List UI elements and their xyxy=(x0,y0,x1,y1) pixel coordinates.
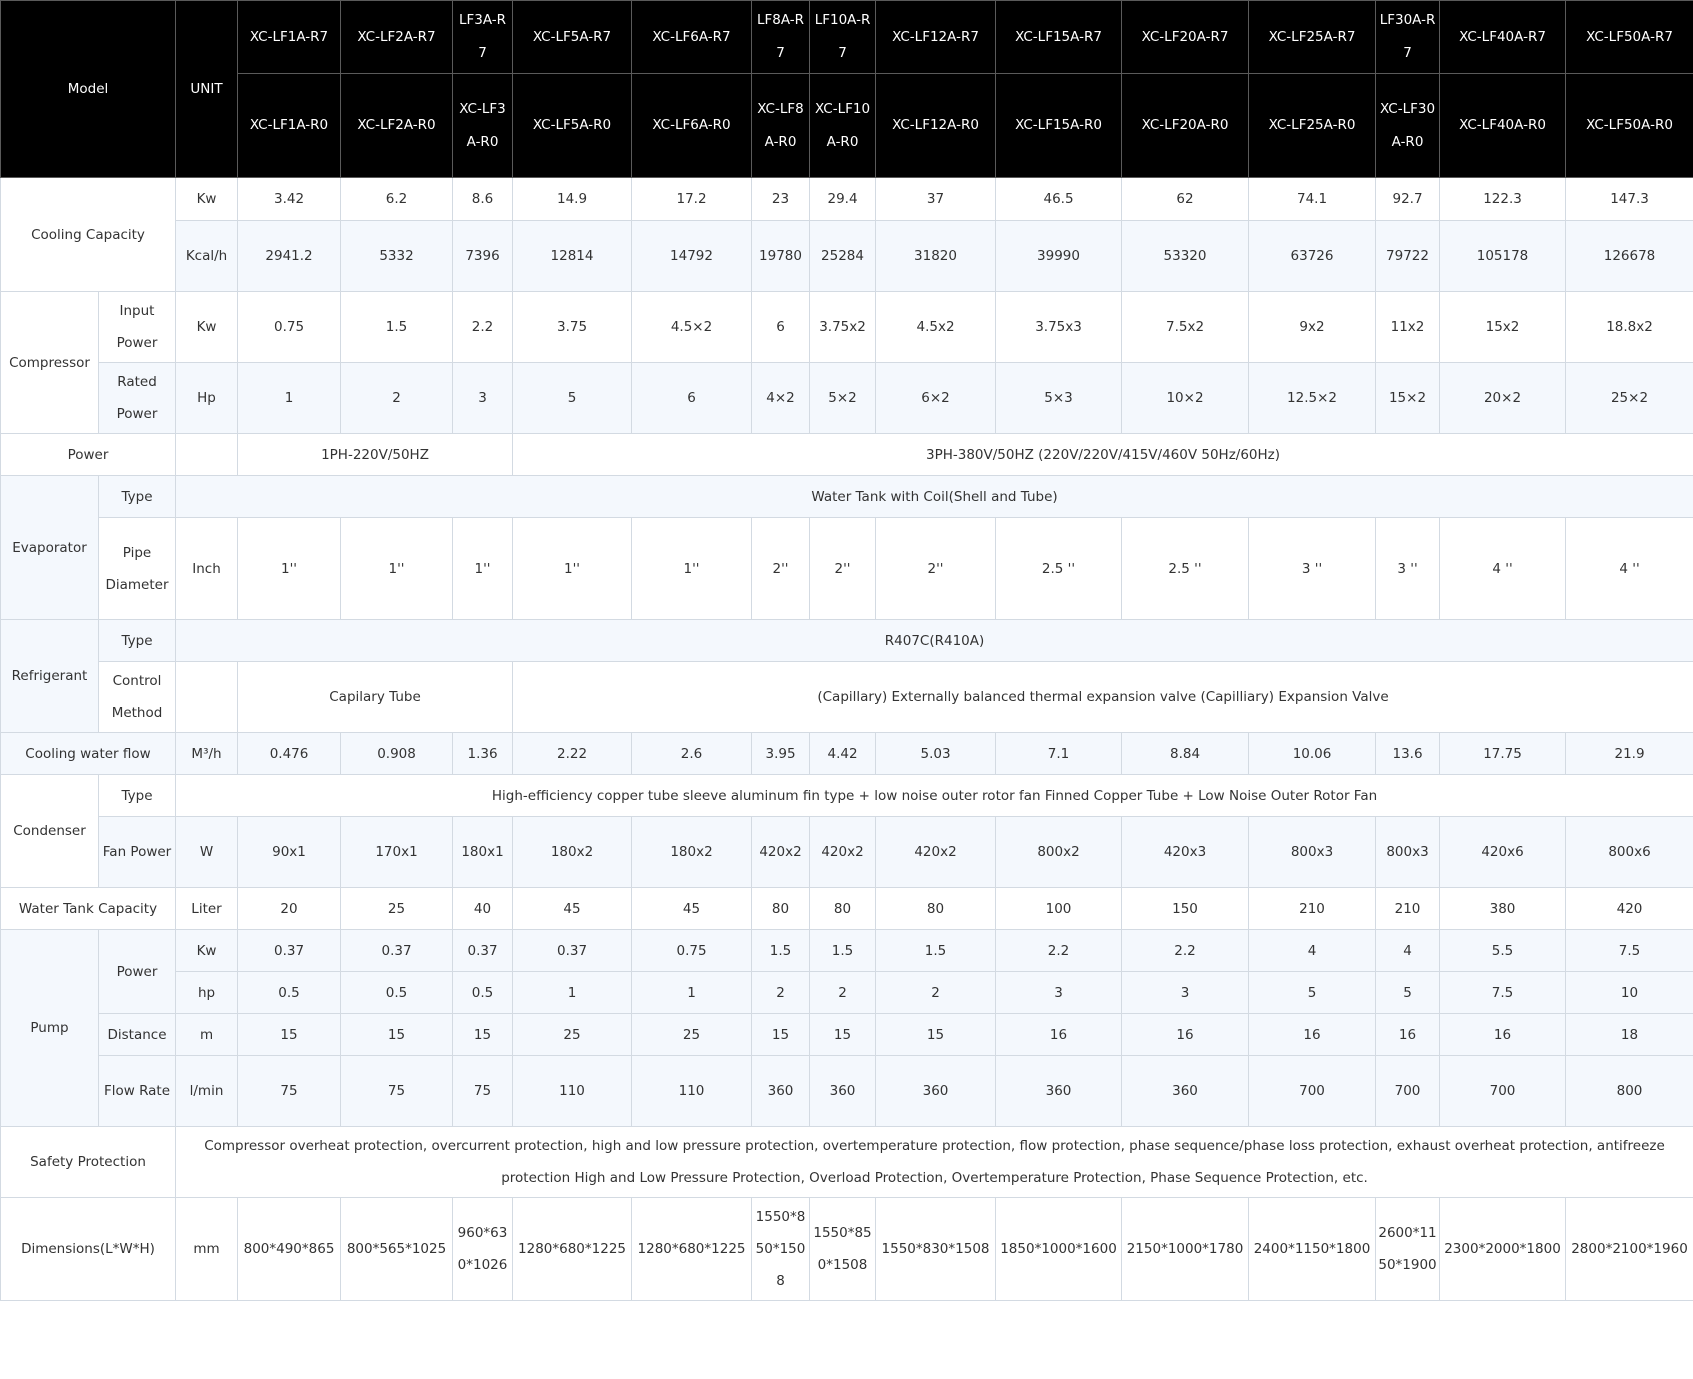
pipe-cell: 3 '' xyxy=(1249,518,1376,620)
cooling-kw-row xyxy=(1,178,1693,221)
model-r0: XC-LF30A-R0 xyxy=(1376,74,1440,178)
pump-distance-cell: 16 xyxy=(1376,1014,1440,1056)
unit-cell: Kw xyxy=(176,178,238,221)
model-r7: XC-LF50A-R7 xyxy=(1566,1,1693,74)
pump-kw-cell: 7.5 xyxy=(1566,930,1693,972)
cooling-kcal-cell: 31820 xyxy=(876,221,996,292)
pump-distance-cell: 16 xyxy=(1440,1014,1566,1056)
unit-header: UNIT xyxy=(176,1,238,178)
compressor-input-row xyxy=(1,292,1693,363)
dimensions-cell: 1850*1000*1600 xyxy=(996,1198,1122,1301)
rated-power-cell: 2 xyxy=(341,363,453,434)
pump-power-label: Power xyxy=(99,930,176,1014)
cooling-kw-cell: 23 xyxy=(752,178,810,221)
dimensions-cell: 1280*680*1225 xyxy=(632,1198,752,1301)
safety-value: Compressor overheat protection, overcurrent protection, high and low pressure protection, overtemperature protection, flow protection, phase sequence/phase loss protection, exhaust overheat protection, antifreeze protection High and Low Pressure Protection, Overload Protection, Overtemperature Protection, Phase Sequence Protection, etc. xyxy=(176,1127,1693,1198)
pump-distance-cell: 16 xyxy=(996,1014,1122,1056)
model-r7: XC-LF20A-R7 xyxy=(1122,1,1249,74)
cooling-kw-cell: 74.1 xyxy=(1249,178,1376,221)
tank-cell: 80 xyxy=(752,888,810,930)
unit-cell: mm xyxy=(176,1198,238,1301)
model-r7: XC-LF1A-R7 xyxy=(238,1,341,74)
water-flow-cell: 2.22 xyxy=(513,733,632,775)
input-power-cell: 0.75 xyxy=(238,292,341,363)
model-header: Model xyxy=(1,1,176,178)
control-method-label: Control Method xyxy=(99,662,176,733)
water-flow-cell: 2.6 xyxy=(632,733,752,775)
water-flow-cell: 0.476 xyxy=(238,733,341,775)
input-power-cell: 4.5×2 xyxy=(632,292,752,363)
pipe-cell: 2'' xyxy=(876,518,996,620)
evaporator-pipe-row xyxy=(1,518,1693,620)
input-power-label: Input Power xyxy=(99,292,176,363)
cooling-kw-cell: 62 xyxy=(1122,178,1249,221)
fan-power-cell: 800x3 xyxy=(1249,817,1376,888)
dimensions-cell: 1550*850*1508 xyxy=(752,1198,810,1301)
pump-flow-cell: 700 xyxy=(1376,1056,1440,1127)
pump-kw-cell: 5.5 xyxy=(1440,930,1566,972)
input-power-cell: 11x2 xyxy=(1376,292,1440,363)
tank-cell: 150 xyxy=(1122,888,1249,930)
tank-cell: 45 xyxy=(513,888,632,930)
pump-flow-label: Flow Rate xyxy=(99,1056,176,1127)
cooling-kw-cell: 37 xyxy=(876,178,996,221)
tank-cell: 80 xyxy=(876,888,996,930)
pump-hp-cell: 0.5 xyxy=(341,972,453,1014)
cooling-kcal-cell: 7396 xyxy=(453,221,513,292)
dimensions-row xyxy=(1,1198,1693,1301)
pump-flow-cell: 75 xyxy=(238,1056,341,1127)
pump-kw-cell: 0.75 xyxy=(632,930,752,972)
model-r7: LF8A-R7 xyxy=(752,1,810,74)
rated-power-cell: 6 xyxy=(632,363,752,434)
pump-kw-cell: 1.5 xyxy=(876,930,996,972)
tank-cell: 420 xyxy=(1566,888,1693,930)
pump-flow-cell: 75 xyxy=(341,1056,453,1127)
cooling-kcal-cell: 126678 xyxy=(1566,221,1693,292)
unit-cell: Inch xyxy=(176,518,238,620)
cooling-kcal-cell: 19780 xyxy=(752,221,810,292)
pump-hp-cell: 3 xyxy=(996,972,1122,1014)
water-flow-cell: 0.908 xyxy=(341,733,453,775)
model-r7: XC-LF40A-R7 xyxy=(1440,1,1566,74)
pump-kw-cell: 2.2 xyxy=(996,930,1122,972)
model-r7: XC-LF5A-R7 xyxy=(513,1,632,74)
cooling-kw-cell: 92.7 xyxy=(1376,178,1440,221)
pump-distance-cell: 15 xyxy=(341,1014,453,1056)
input-power-cell: 3.75x3 xyxy=(996,292,1122,363)
tank-cell: 40 xyxy=(453,888,513,930)
dimensions-cell: 2300*2000*1800 xyxy=(1440,1198,1566,1301)
pump-flow-cell: 360 xyxy=(876,1056,996,1127)
pipe-cell: 1'' xyxy=(453,518,513,620)
model-r0: XC-LF50A-R0 xyxy=(1566,74,1693,178)
unit-cell: Liter xyxy=(176,888,238,930)
dimensions-cell: 800*490*865 xyxy=(238,1198,341,1301)
model-r0: XC-LF6A-R0 xyxy=(632,74,752,178)
water-flow-cell: 5.03 xyxy=(876,733,996,775)
water-flow-cell: 3.95 xyxy=(752,733,810,775)
pump-hp-cell: 2 xyxy=(752,972,810,1014)
pump-distance-cell: 15 xyxy=(810,1014,876,1056)
condenser-type-label: Type xyxy=(99,775,176,817)
pump-distance-cell: 15 xyxy=(238,1014,341,1056)
fan-power-cell: 800x2 xyxy=(996,817,1122,888)
dimensions-cell: 1280*680*1225 xyxy=(513,1198,632,1301)
input-power-cell: 7.5x2 xyxy=(1122,292,1249,363)
water-flow-row xyxy=(1,733,1693,775)
pipe-cell: 1'' xyxy=(341,518,453,620)
dimensions-cell: 2400*1150*1800 xyxy=(1249,1198,1376,1301)
refrigerant-label: Refrigerant xyxy=(1,620,99,733)
pipe-cell: 2'' xyxy=(810,518,876,620)
model-r7: XC-LF12A-R7 xyxy=(876,1,996,74)
pipe-cell: 2.5 '' xyxy=(1122,518,1249,620)
pump-hp-cell: 10 xyxy=(1566,972,1693,1014)
pump-kw-cell: 0.37 xyxy=(453,930,513,972)
tank-cell: 210 xyxy=(1249,888,1376,930)
pump-flow-cell: 360 xyxy=(752,1056,810,1127)
condenser-type-value: High-efficiency copper tube sleeve aluminum fin type + low noise outer rotor fan Finned Copper Tube + Low Noise Outer Rotor Fan xyxy=(176,775,1693,817)
input-power-cell: 3.75x2 xyxy=(810,292,876,363)
fan-power-cell: 90x1 xyxy=(238,817,341,888)
input-power-cell: 2.2 xyxy=(453,292,513,363)
cooling-kcal-cell: 105178 xyxy=(1440,221,1566,292)
dimensions-cell: 800*565*1025 xyxy=(341,1198,453,1301)
pipe-cell: 2.5 '' xyxy=(996,518,1122,620)
cooling-kw-cell: 46.5 xyxy=(996,178,1122,221)
rated-power-cell: 12.5×2 xyxy=(1249,363,1376,434)
refrigerant-type-value: R407C(R410A) xyxy=(176,620,1693,662)
pump-kw-cell: 4 xyxy=(1376,930,1440,972)
tank-cell: 380 xyxy=(1440,888,1566,930)
pump-flow-cell: 700 xyxy=(1249,1056,1376,1127)
tank-cell: 100 xyxy=(996,888,1122,930)
cooling-kcal-cell: 14792 xyxy=(632,221,752,292)
compressor-label: Compressor xyxy=(1,292,99,434)
compressor-rated-row xyxy=(1,363,1693,434)
power-three-phase: 3PH-380V/50HZ (220V/220V/415V/460V 50Hz/60Hz) xyxy=(513,434,1693,476)
fan-power-cell: 420x6 xyxy=(1440,817,1566,888)
fan-power-cell: 180x2 xyxy=(632,817,752,888)
model-r0: XC-LF40A-R0 xyxy=(1440,74,1566,178)
pump-flow-row xyxy=(1,1056,1693,1127)
power-label: Power xyxy=(1,434,176,476)
pump-hp-cell: 3 xyxy=(1122,972,1249,1014)
model-r0: XC-LF3A-R0 xyxy=(453,74,513,178)
cooling-kcal-cell: 2941.2 xyxy=(238,221,341,292)
fan-power-cell: 420x2 xyxy=(752,817,810,888)
rated-power-cell: 1 xyxy=(238,363,341,434)
pump-distance-cell: 15 xyxy=(453,1014,513,1056)
model-r7: LF3A-R7 xyxy=(453,1,513,74)
pump-flow-cell: 110 xyxy=(632,1056,752,1127)
cooling-kcal-row xyxy=(1,221,1693,292)
model-r0: XC-LF10A-R0 xyxy=(810,74,876,178)
pump-distance-cell: 18 xyxy=(1566,1014,1693,1056)
cooling-kcal-cell: 39990 xyxy=(996,221,1122,292)
fan-power-cell: 180x1 xyxy=(453,817,513,888)
evaporator-type-value: Water Tank with Coil(Shell and Tube) xyxy=(176,476,1693,518)
cooling-kw-cell: 29.4 xyxy=(810,178,876,221)
refrigerant-type-row xyxy=(1,620,1693,662)
pipe-cell: 2'' xyxy=(752,518,810,620)
cooling-kw-cell: 17.2 xyxy=(632,178,752,221)
condenser-fan-row xyxy=(1,817,1693,888)
pump-flow-cell: 360 xyxy=(996,1056,1122,1127)
pump-distance-cell: 15 xyxy=(876,1014,996,1056)
tank-cell: 20 xyxy=(238,888,341,930)
cooling-kcal-cell: 63726 xyxy=(1249,221,1376,292)
model-r7: LF30A-R7 xyxy=(1376,1,1440,74)
rated-power-cell: 15×2 xyxy=(1376,363,1440,434)
pump-flow-cell: 75 xyxy=(453,1056,513,1127)
pump-label: Pump xyxy=(1,930,99,1127)
safety-row xyxy=(1,1127,1693,1198)
pump-hp-cell: 5 xyxy=(1249,972,1376,1014)
fan-power-cell: 420x2 xyxy=(810,817,876,888)
evaporator-label: Evaporator xyxy=(1,476,99,620)
pump-flow-cell: 800 xyxy=(1566,1056,1693,1127)
cooling-kw-cell: 8.6 xyxy=(453,178,513,221)
power-single-phase: 1PH-220V/50HZ xyxy=(238,434,513,476)
pump-hp-cell: 7.5 xyxy=(1440,972,1566,1014)
unit-cell xyxy=(176,434,238,476)
tank-row xyxy=(1,888,1693,930)
fan-power-cell: 180x2 xyxy=(513,817,632,888)
model-r0: XC-LF5A-R0 xyxy=(513,74,632,178)
input-power-cell: 3.75 xyxy=(513,292,632,363)
condenser-type-row xyxy=(1,775,1693,817)
refrigerant-control-row xyxy=(1,662,1693,733)
pipe-cell: 1'' xyxy=(238,518,341,620)
refrigerant-type-label: Type xyxy=(99,620,176,662)
cooling-kcal-cell: 53320 xyxy=(1122,221,1249,292)
dimensions-cell: 960*630*1026 xyxy=(453,1198,513,1301)
unit-cell: Kcal/h xyxy=(176,221,238,292)
water-flow-label: Cooling water flow xyxy=(1,733,176,775)
rated-power-cell: 6×2 xyxy=(876,363,996,434)
dimensions-cell: 2600*1150*1900 xyxy=(1376,1198,1440,1301)
pipe-cell: 1'' xyxy=(632,518,752,620)
model-r7: XC-LF6A-R7 xyxy=(632,1,752,74)
input-power-cell: 4.5x2 xyxy=(876,292,996,363)
pump-hp-cell: 2 xyxy=(876,972,996,1014)
dimensions-cell: 2150*1000*1780 xyxy=(1122,1198,1249,1301)
power-row xyxy=(1,434,1693,476)
input-power-cell: 6 xyxy=(752,292,810,363)
pump-kw-row xyxy=(1,930,1693,972)
rated-power-cell: 5 xyxy=(513,363,632,434)
rated-power-cell: 5×2 xyxy=(810,363,876,434)
water-flow-cell: 21.9 xyxy=(1566,733,1693,775)
dimensions-cell: 1550*830*1508 xyxy=(876,1198,996,1301)
fan-power-label: Fan Power xyxy=(99,817,176,888)
pump-kw-cell: 0.37 xyxy=(341,930,453,972)
rated-power-cell: 25×2 xyxy=(1566,363,1693,434)
model-r0: XC-LF20A-R0 xyxy=(1122,74,1249,178)
cooling-kcal-cell: 5332 xyxy=(341,221,453,292)
model-r7: LF10A-R7 xyxy=(810,1,876,74)
tank-cell: 45 xyxy=(632,888,752,930)
evaporator-type-row xyxy=(1,476,1693,518)
model-r0: XC-LF15A-R0 xyxy=(996,74,1122,178)
pump-distance-cell: 25 xyxy=(513,1014,632,1056)
input-power-cell: 18.8x2 xyxy=(1566,292,1693,363)
rated-power-cell: 3 xyxy=(453,363,513,434)
cooling-kw-cell: 122.3 xyxy=(1440,178,1566,221)
unit-cell: Hp xyxy=(176,363,238,434)
pump-hp-cell: 1 xyxy=(632,972,752,1014)
pipe-cell: 4 '' xyxy=(1440,518,1566,620)
rated-power-cell: 10×2 xyxy=(1122,363,1249,434)
header-row-r0 xyxy=(1,74,1693,178)
condenser-label: Condenser xyxy=(1,775,99,888)
input-power-cell: 15x2 xyxy=(1440,292,1566,363)
unit-cell xyxy=(176,662,238,733)
pump-flow-cell: 700 xyxy=(1440,1056,1566,1127)
model-r0: XC-LF2A-R0 xyxy=(341,74,453,178)
tank-cell: 210 xyxy=(1376,888,1440,930)
fan-power-cell: 420x2 xyxy=(876,817,996,888)
unit-cell: Kw xyxy=(176,292,238,363)
water-flow-cell: 10.06 xyxy=(1249,733,1376,775)
fan-power-cell: 800x6 xyxy=(1566,817,1693,888)
cooling-kcal-cell: 25284 xyxy=(810,221,876,292)
pump-hp-cell: 0.5 xyxy=(453,972,513,1014)
model-r0: XC-LF25A-R0 xyxy=(1249,74,1376,178)
tank-cell: 25 xyxy=(341,888,453,930)
unit-cell: W xyxy=(176,817,238,888)
dimensions-label: Dimensions(L*W*H) xyxy=(1,1198,176,1301)
dimensions-cell: 2800*2100*1960 xyxy=(1566,1198,1693,1301)
tank-label: Water Tank Capacity xyxy=(1,888,176,930)
rated-power-cell: 4×2 xyxy=(752,363,810,434)
pump-flow-cell: 110 xyxy=(513,1056,632,1127)
water-flow-cell: 8.84 xyxy=(1122,733,1249,775)
water-flow-cell: 7.1 xyxy=(996,733,1122,775)
fan-power-cell: 170x1 xyxy=(341,817,453,888)
pump-hp-cell: 5 xyxy=(1376,972,1440,1014)
model-r0: XC-LF8A-R0 xyxy=(752,74,810,178)
evaporator-type-label: Type xyxy=(99,476,176,518)
cooling-kcal-cell: 12814 xyxy=(513,221,632,292)
pipe-diameter-label: Pipe Diameter xyxy=(99,518,176,620)
pump-kw-cell: 2.2 xyxy=(1122,930,1249,972)
pipe-cell: 4 '' xyxy=(1566,518,1693,620)
unit-cell: l/min xyxy=(176,1056,238,1127)
cooling-kw-cell: 3.42 xyxy=(238,178,341,221)
water-flow-cell: 4.42 xyxy=(810,733,876,775)
pump-kw-cell: 0.37 xyxy=(513,930,632,972)
pump-hp-cell: 0.5 xyxy=(238,972,341,1014)
pump-hp-cell: 1 xyxy=(513,972,632,1014)
pump-flow-cell: 360 xyxy=(1122,1056,1249,1127)
pump-flow-cell: 360 xyxy=(810,1056,876,1127)
safety-label: Safety Protection xyxy=(1,1127,176,1198)
input-power-cell: 9x2 xyxy=(1249,292,1376,363)
input-power-cell: 1.5 xyxy=(341,292,453,363)
water-flow-cell: 13.6 xyxy=(1376,733,1440,775)
unit-cell: m xyxy=(176,1014,238,1056)
model-r0: XC-LF1A-R0 xyxy=(238,74,341,178)
rated-power-cell: 20×2 xyxy=(1440,363,1566,434)
rated-power-cell: 5×3 xyxy=(996,363,1122,434)
cooling-kw-cell: 6.2 xyxy=(341,178,453,221)
cooling-kcal-cell: 79722 xyxy=(1376,221,1440,292)
pump-distance-cell: 25 xyxy=(632,1014,752,1056)
pump-distance-row xyxy=(1,1014,1693,1056)
model-r7: XC-LF2A-R7 xyxy=(341,1,453,74)
unit-cell: M³/h xyxy=(176,733,238,775)
control-method-capillary: Capilary Tube xyxy=(238,662,513,733)
cooling-kw-cell: 14.9 xyxy=(513,178,632,221)
fan-power-cell: 420x3 xyxy=(1122,817,1249,888)
water-flow-cell: 17.75 xyxy=(1440,733,1566,775)
tank-cell: 80 xyxy=(810,888,876,930)
cooling-kw-cell: 147.3 xyxy=(1566,178,1693,221)
pump-distance-cell: 15 xyxy=(752,1014,810,1056)
dimensions-cell: 1550*850*1508 xyxy=(810,1198,876,1301)
fan-power-cell: 800x3 xyxy=(1376,817,1440,888)
pump-distance-cell: 16 xyxy=(1122,1014,1249,1056)
unit-cell: hp xyxy=(176,972,238,1014)
pump-kw-cell: 1.5 xyxy=(810,930,876,972)
pump-distance-label: Distance xyxy=(99,1014,176,1056)
cooling-capacity-label: Cooling Capacity xyxy=(1,178,176,292)
pump-hp-cell: 2 xyxy=(810,972,876,1014)
pump-hp-row xyxy=(1,972,1693,1014)
pump-kw-cell: 1.5 xyxy=(752,930,810,972)
header-row-r7 xyxy=(1,1,1693,74)
pump-kw-cell: 0.37 xyxy=(238,930,341,972)
pipe-cell: 3 '' xyxy=(1376,518,1440,620)
model-r7: XC-LF15A-R7 xyxy=(996,1,1122,74)
pump-distance-cell: 16 xyxy=(1249,1014,1376,1056)
control-method-expansion: (Capillary) Externally balanced thermal expansion valve (Capilliary) Expansion Valve xyxy=(513,662,1693,733)
pipe-cell: 1'' xyxy=(513,518,632,620)
pump-kw-cell: 4 xyxy=(1249,930,1376,972)
water-flow-cell: 1.36 xyxy=(453,733,513,775)
unit-cell: Kw xyxy=(176,930,238,972)
model-r7: XC-LF25A-R7 xyxy=(1249,1,1376,74)
model-r0: XC-LF12A-R0 xyxy=(876,74,996,178)
rated-power-label: Rated Power xyxy=(99,363,176,434)
